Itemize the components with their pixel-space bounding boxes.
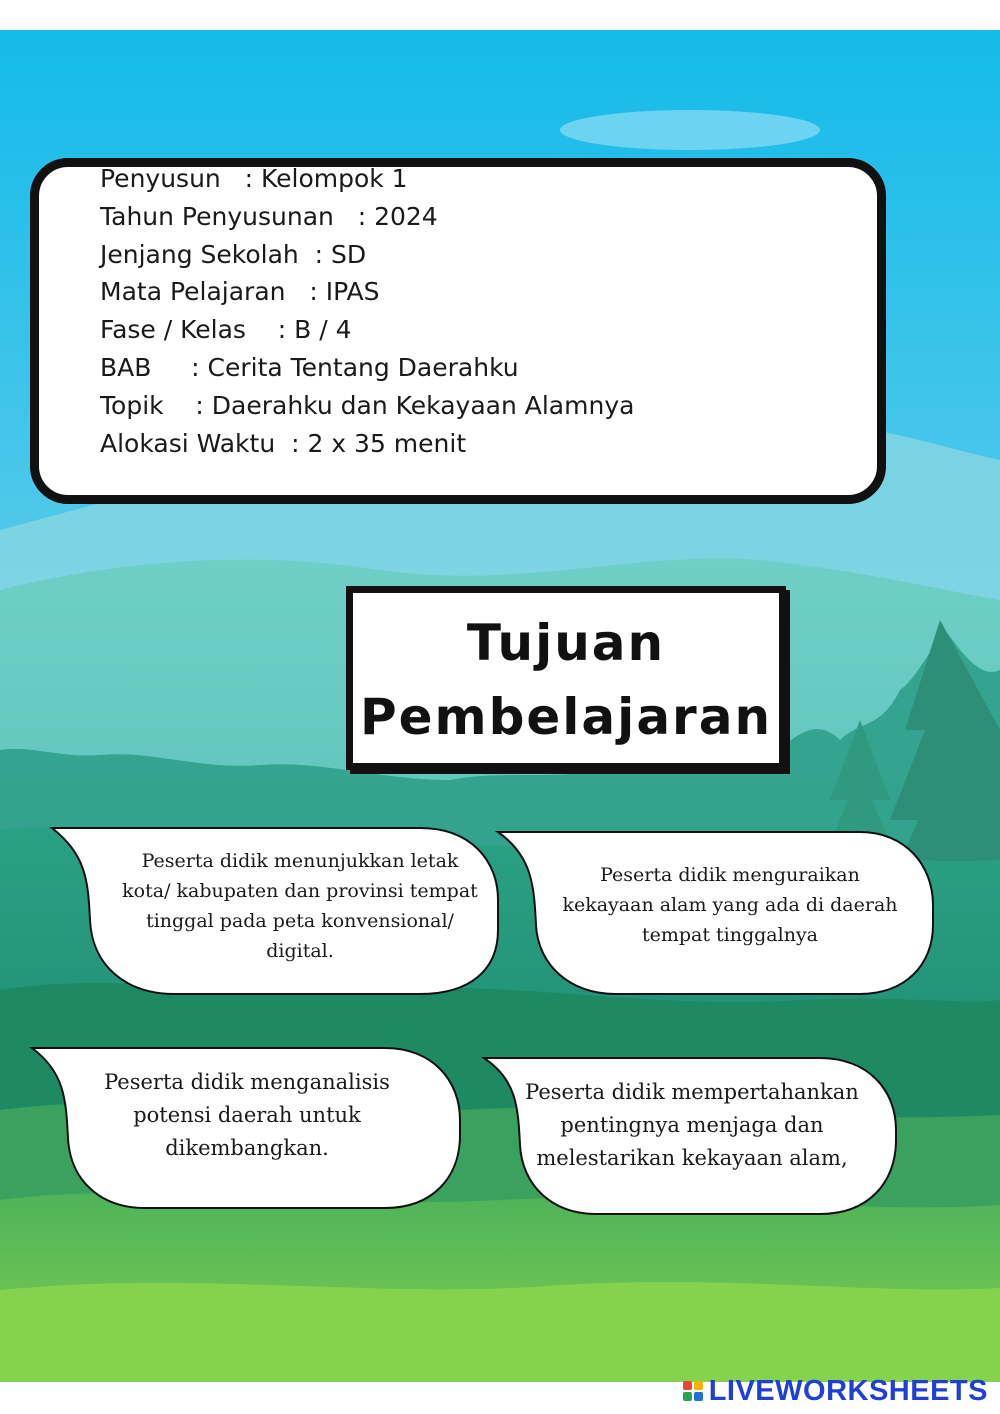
logo-square-4 [694, 1392, 703, 1401]
objective-1-line-4: digital. [266, 940, 334, 962]
logo-square-2 [694, 1381, 703, 1390]
objective-1-text [110, 846, 490, 966]
title-line-1: Tujuan [466, 614, 666, 672]
brand-logo-icon [683, 1381, 703, 1401]
info-chapter: BAB : Cerita Tentang Daerahku [100, 352, 519, 382]
objective-4-line-1: Peserta didik mempertahankan [525, 1080, 859, 1104]
objective-2-line-3: tempat tinggalnya [641, 924, 819, 946]
objective-4-line-2: pentingnya menjaga dan [560, 1113, 824, 1137]
info-year: Tahun Penyusunan : 2024 [100, 201, 438, 231]
objective-3-line-2: potensi daerah untuk [133, 1103, 361, 1127]
objective-4-text [512, 1076, 872, 1175]
objective-4-line-3: melestarikan kekayaan alam, [536, 1146, 848, 1170]
objective-2-line-2: kekayaan alam yang ada di daerah [562, 894, 898, 916]
info-topic: Topik : Daerahku dan Kekayaan Alamnya [100, 390, 635, 420]
logo-square-3 [683, 1392, 692, 1401]
info-phase-class: Fase / Kelas : B / 4 [100, 315, 352, 345]
objective-2-line-1: Peserta didik menguraikan [600, 864, 860, 886]
logo-square-1 [683, 1381, 692, 1390]
brand-name: LIVEWORKSHEETS [708, 1374, 988, 1407]
info-subject: Mata Pelajaran : IPAS [100, 277, 380, 307]
objective-1-line-3: tinggal pada peta konvensional/ [146, 910, 454, 932]
objective-3-line-1: Peserta didik menganalisis [104, 1070, 390, 1094]
objective-3-line-3: dikembangkan. [165, 1136, 329, 1160]
title-line-2: Pembelajaran [359, 688, 773, 746]
brand-watermark[interactable] [683, 1374, 988, 1408]
objective-1-line-2: kota/ kabupaten dan provinsi tempat [122, 880, 478, 902]
info-time-allocation: Alokasi Waktu : 2 x 35 menit [100, 428, 467, 458]
objective-1-line-1: Peserta didik menunjukkan letak [141, 850, 459, 872]
info-school-level: Jenjang Sekolah : SD [100, 239, 367, 269]
objective-2-text [550, 860, 910, 950]
objective-3-text [82, 1066, 412, 1165]
info-author: Penyusun : Kelompok 1 [100, 164, 408, 193]
